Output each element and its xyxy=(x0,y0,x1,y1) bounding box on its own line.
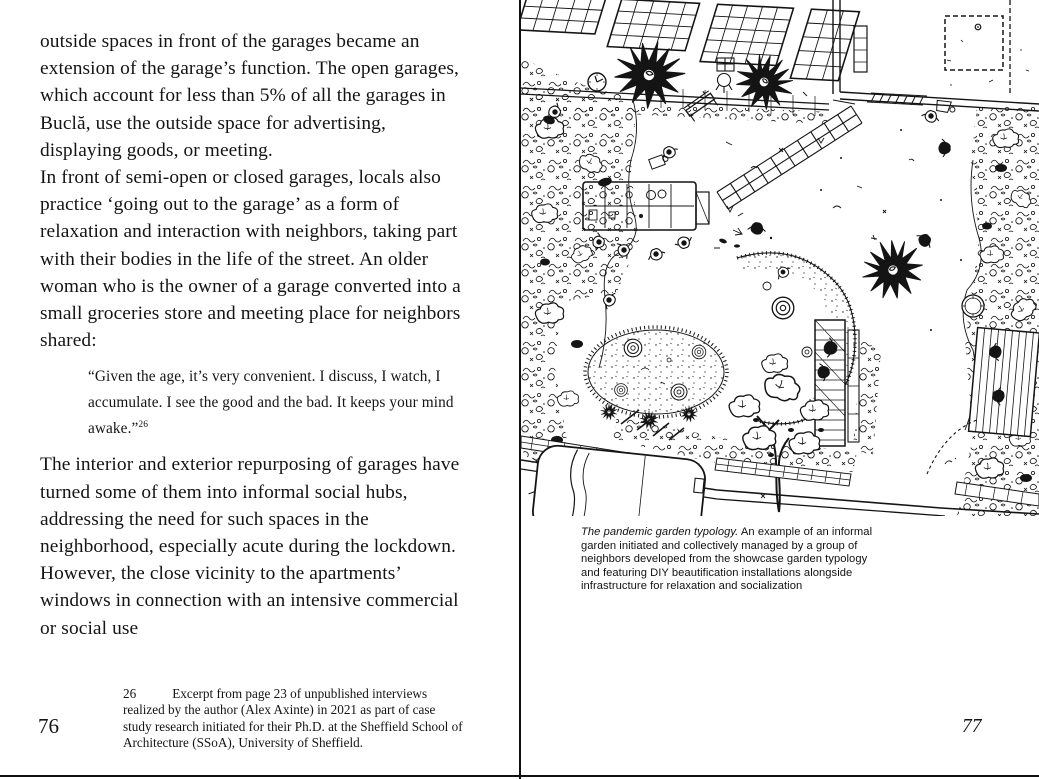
body-paragraph: The interior and exterior repurposing of garages have turned some of them into informal social hubs, addressing the need for such spaces in the neighborhood, especially acute during the lockdown. However, the close vicinity to the apartments’ windows in connection with an intensive commercial or social use xyxy=(40,454,460,639)
quote-text: “Given the age, it’s very convenient. I discuss, I watch, I accumulate. I see the good and the bad. It keeps your mind awake.” xyxy=(88,368,454,438)
left-page-text-column xyxy=(40,28,464,642)
round-table xyxy=(962,295,984,317)
body-paragraph: In front of semi-open or closed garages, locals also practice ‘going out to the garage’ as a form of relaxation and interaction with neighbors, taking part with their bodies in the life of the street. An older woman who is the owner of a garage converted into a small groceries store and meeting place for neighbors shared: xyxy=(40,167,461,352)
footnote xyxy=(123,686,463,752)
footnote-number: 26 xyxy=(123,686,137,701)
page-number-left: 76 xyxy=(38,714,59,738)
footnote-reference: 26 xyxy=(138,420,149,431)
caption-lead: The pandemic garden typology. xyxy=(581,526,739,538)
clock-face xyxy=(588,73,606,91)
corner-bench xyxy=(969,328,1039,437)
illustration-caption xyxy=(581,526,882,594)
garden-plan-illustration xyxy=(521,0,1039,516)
page-number-right: 77 xyxy=(962,716,982,737)
body-paragraph: outside spaces in front of the garages became an extension of the garage’s function. The open garages, which account for less than 5% of all the garages in Buclă, use the outside space for advertising, displaying goods, or meeting. xyxy=(40,31,460,161)
caption-body: An example of an informal garden initiated and collectively managed by a group of neighbors developed from the showcase garden typology and featuring DIY beautification installations alongside infrastructure for relaxation and socialization xyxy=(581,526,873,593)
scan-bottom-edge xyxy=(0,775,1039,777)
footnote-text: Excerpt from page 23 of unpublished interviews realized by the author (Alex Axinte) in 2021 as part of case study research initiated for their Ph.D. at the Sheffield School of Architecture (SSoA), University of Sheffield. xyxy=(123,686,463,751)
block-quote xyxy=(88,364,466,442)
